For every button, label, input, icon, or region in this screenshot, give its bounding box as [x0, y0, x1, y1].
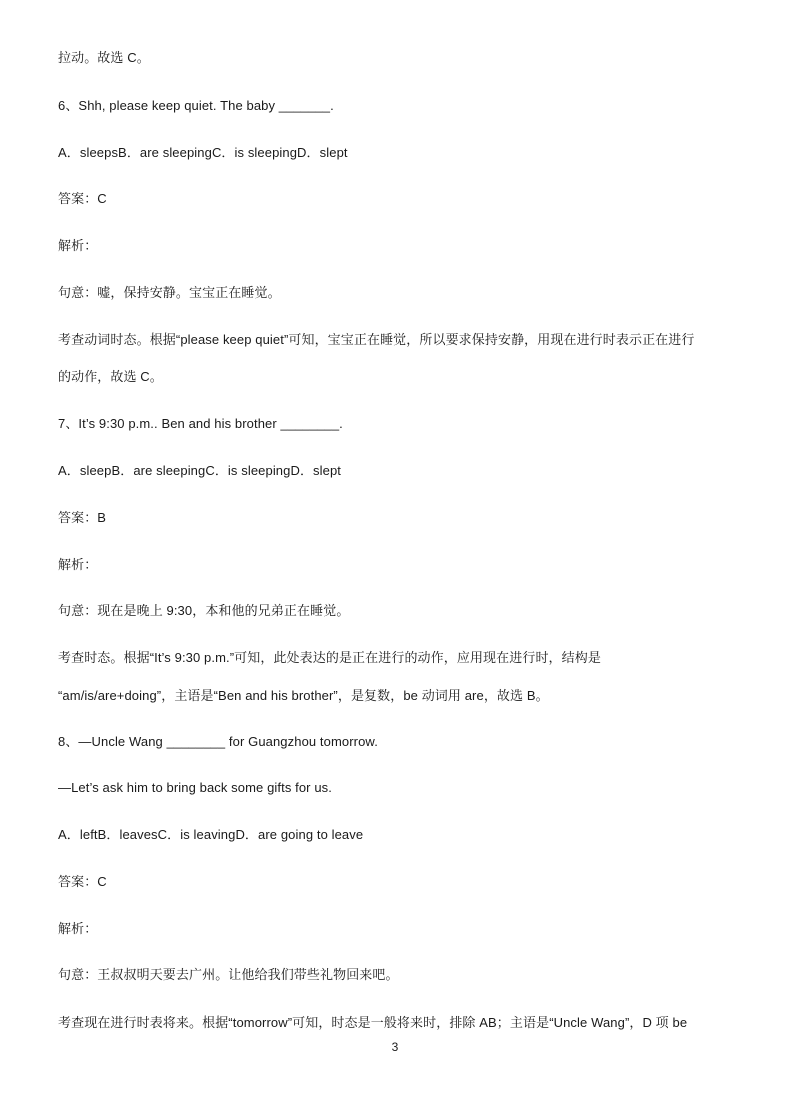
explanation-6-line-2: 的动作，故选 C。	[58, 369, 163, 384]
text-line: 拉动。故选 C。	[58, 50, 150, 65]
question-8-reply: —Let’s ask him to bring back some gifts for us.	[58, 780, 332, 795]
page-number: 3	[391, 1040, 399, 1054]
sentence-meaning-7: 句意：现在是晚上 9:30，本和他的兄弟正在睡觉。	[58, 603, 350, 618]
explanation-7-line-2: “am/is/are+doing”，主语是“Ben and his brother”，是复数，be 动词用 are，故选 B。	[58, 688, 549, 703]
analysis-label-6: 解析：	[58, 238, 98, 253]
explanation-7-line-1: 考查时态。根据“It’s 9:30 p.m.”可知，此处表达的是正在进行的动作，应用现在进行时，结构是	[58, 650, 601, 665]
question-6: 6、Shh, please keep quiet. The baby _______.	[58, 98, 334, 113]
answer-6: 答案：C	[58, 191, 107, 206]
question-7: 7、It’s 9:30 p.m.. Ben and his brother ________.	[58, 416, 343, 431]
analysis-label-8: 解析：	[58, 921, 98, 936]
options-7: A．sleepB．are sleepingC．is sleepingD．slept	[58, 463, 342, 478]
answer-8: 答案：C	[58, 874, 107, 889]
options-8: A．leftB．leavesC．is leavingD．are going to leave	[58, 827, 364, 842]
sentence-meaning-6: 句意：嘘，保持安静。宝宝正在睡觉。	[58, 285, 281, 300]
explanation-6-line-1: 考查动词时态。根据“please keep quiet”可知，宝宝正在睡觉，所以要求保持安静，用现在进行时表示正在进行	[58, 332, 695, 347]
explanation-8-line-1: 考查现在进行时表将来。根据“tomorrow”可知，时态是一般将来时，排除 AB；主语是“Uncle Wang”，D 项 be	[58, 1015, 688, 1030]
question-8: 8、—Uncle Wang ________ for Guangzhou tomorrow.	[58, 734, 378, 749]
sentence-meaning-8: 句意：王叔叔明天要去广州。让他给我们带些礼物回来吧。	[58, 967, 399, 982]
options-6: A．sleepsB．are sleepingC．is sleepingD．slept	[58, 145, 348, 160]
answer-7: 答案：B	[58, 510, 107, 525]
analysis-label-7: 解析：	[58, 557, 98, 572]
